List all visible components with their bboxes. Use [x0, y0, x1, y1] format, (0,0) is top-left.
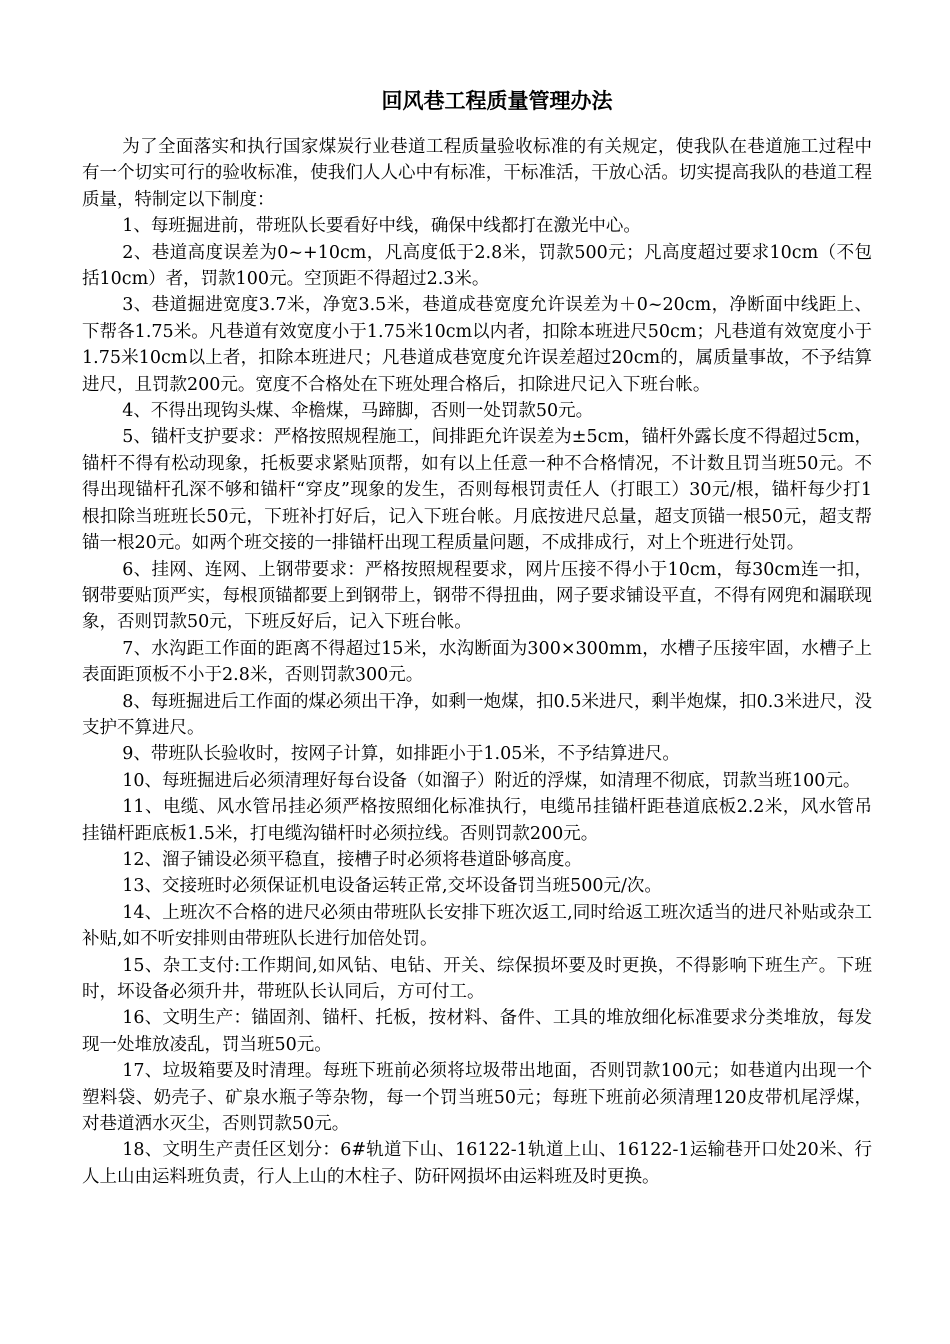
rule-item-15: 15、杂工支付:工作期间,如风钻、电钻、开关、综保损坏要及时更换，不得影响下班生产。下班时，坏设备必须升井，带班队长认同后，方可付工。: [82, 955, 872, 1002]
rule-item-13: 13、交接班时必须保证机电设备运转正常,交坏设备罚当班500元/次。: [122, 876, 662, 897]
rule-item-6: 6、挂网、连网、上钢带要求：严格按照规程要求，网片压接不得小于10cm，每30cm连一扣，钢带要贴顶严实，每根顶锚都要上到钢带上，钢带不得扭曲，网子要求铺设平直，不得有网兜和漏联现象，否则罚款50元，下班反好后，记入下班台帐。: [82, 559, 872, 633]
rule-item-18: 18、文明生产责任区划分：6#轨道下山、16122-1轨道上山、16122-1运输巷开口处20米、行人上山由运料班负责，行人上山的木柱子、防矸网损坏由运料班及时更换。: [82, 1140, 872, 1187]
document-title: 回风巷工程质量管理办法: [381, 88, 613, 113]
rule-item-1: 1、每班掘进前，带班队长要看好中线，确保中线都打在激光中心。: [122, 216, 641, 237]
rule-item-5: 5、锚杆支护要求：严格按照规程施工，间排距允许误差为±5cm，锚杆外露长度不得超过5cm，锚杆不得有松动现象，托板要求紧贴顶帮，如有以上任意一种不合格情况，不计数且罚当班50元。不得出现锚杆孔深不够和锚杆“穿皮”现象的发生，否则每根罚责任人（打眼工）30元/根，锚杆每少打1根扣除当班班长50元，下班补打好后，记入下班台帐。月底按进尺总量，超支顶锚一根50元，超支帮锚一根20元。如两个班交接的一排锚杆出现工程质量问题，不成排成行，对上个班进行处罚。: [82, 427, 872, 554]
rule-item-2: 2、巷道高度误差为0~+10cm，凡高度低于2.8米，罚款500元；凡高度超过要求10cm（不包括10cm）者，罚款100元。空顶距不得超过2.3米。: [82, 242, 872, 290]
rule-item-17: 17、垃圾箱要及时清理。每班下班前必须将垃圾带出地面，否则罚款100元；如巷道内出现一个塑料袋、奶壳子、矿泉水瓶子等杂物，每一个罚当班50元；每班下班前必须清理120皮带机尾浮煤，对巷道洒水灭尘，否则罚款50元。: [82, 1061, 872, 1135]
rule-item-12: 12、溜子铺设必须平稳直，接槽子时必须将巷道卧够高度。: [122, 849, 583, 870]
rule-item-8: 8、每班掘进后工作面的煤必须出干净，如剩一炮煤，扣0.5米进尺，剩半炮煤，扣0.3米进尺，没支护不算进尺。: [82, 691, 872, 738]
rule-item-3: 3、巷道掘进宽度3.7米，净宽3.5米，巷道成巷宽度允许误差为＋0~20cm，净断面中线距上、下帮各1.75米。凡巷道有效宽度小于1.75米10cm以内者，扣除本班进尺50cm；凡巷道有效宽度小于1.75米10cm以上者，扣除本班进尺；凡巷道成巷宽度允许误差超过20cm的，属质量事故，不予结算进尺，且罚款200元。宽度不合格处在下班处理合格后，扣除进尺记入下班台帐。: [82, 295, 872, 395]
rule-item-10: 10、每班掘进后必须清理好每台设备（如溜子）附近的浮煤，如清理不彻底，罚款当班100元。: [122, 770, 861, 791]
intro-paragraph: 为了全面落实和执行国家煤炭行业巷道工程质量验收标准的有关规定，使我队在巷道施工过程中有一个切实可行的验收标准，使我们人人心中有标准，干标准活，干放心活。切实提高我队的巷道工程质量，特制定以下制度：: [82, 137, 872, 210]
rule-item-7: 7、水沟距工作面的距离不得超过15米，水沟断面为300×300mm，水槽子压接牢固，水槽子上表面距顶板不小于2.8米，否则罚款300元。: [82, 638, 872, 686]
rule-item-14: 14、上班次不合格的进尺必须由带班队长安排下班次返工,同时给返工班次适当的进尺补贴或杂工补贴,如不听安排则由带班队长进行加倍处罚。: [82, 902, 872, 950]
rule-item-4: 4、不得出现钩头煤、伞檐煤，马蹄脚，否则一处罚款50元。: [122, 401, 594, 422]
rule-item-16: 16、文明生产：锚固剂、锚杆、托板，按材料、备件、工具的堆放细化标准要求分类堆放，每发现一处堆放凌乱，罚当班50元。: [82, 1008, 872, 1055]
document-page: [82, 84, 872, 1190]
rule-item-9: 9、带班队长验收时，按网子计算，如排距小于1.05米，不予结算进尺。: [122, 744, 680, 765]
rule-item-11: 11、电缆、风水管吊挂必须严格按照细化标准执行，电缆吊挂锚杆距巷道底板2.2米，风水管吊挂锚杆距底板1.5米，打电缆沟锚杆时必须拉线。否则罚款200元。: [82, 797, 872, 844]
